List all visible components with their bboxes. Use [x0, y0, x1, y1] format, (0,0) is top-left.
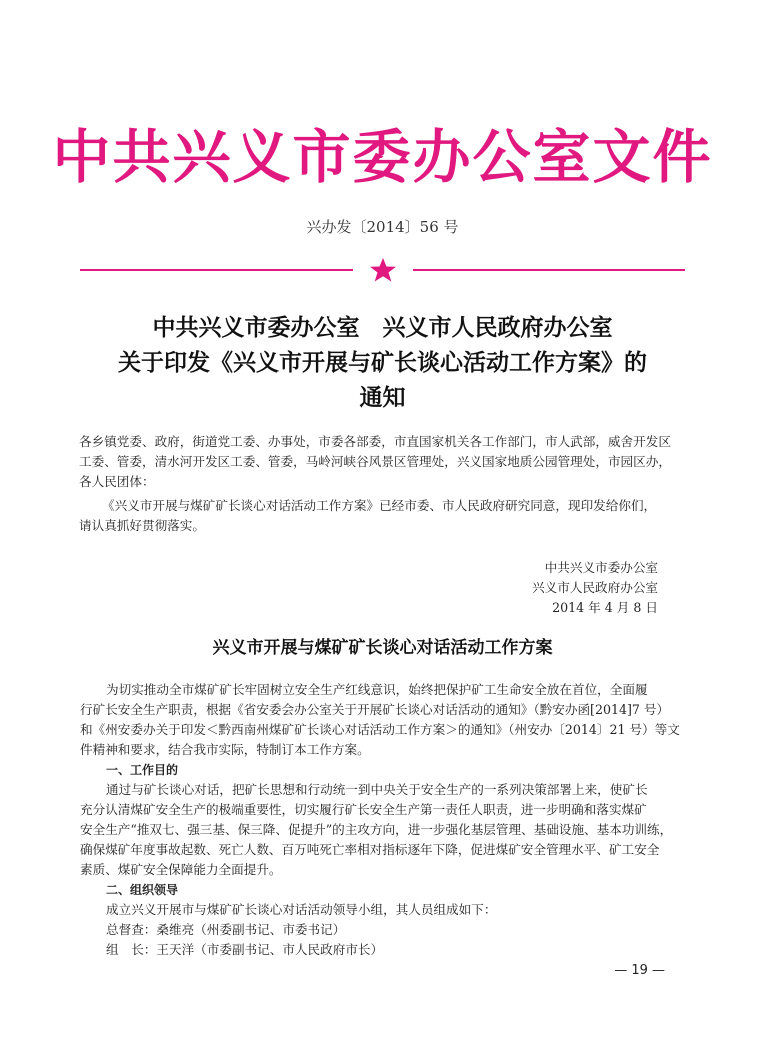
section-line: 通过与矿长谈心对话，把矿长思想和行动统一到中央关于安全生产的一系列决策部署上来，使矿长 — [106, 782, 648, 797]
masthead-title: 中共兴义市委办公室文件 — [52, 123, 713, 191]
section-line: 安全生产“推双七、强三基、保三降、促提升”的主攻方向，进一步强化基层管理、基础设施、基本功训练， — [80, 822, 673, 837]
section-purpose — [80, 760, 676, 880]
section-heading: 二、组织领导 — [106, 883, 179, 897]
star-icon — [368, 258, 398, 282]
notice-body — [79, 496, 684, 536]
recipients-line: 各乡镇党委、政府，街道党工委、办事处，市委各部委，市直国家机关各工作部门，市人武部，威舍开发区 — [79, 434, 671, 449]
intro-line: 件精神和要求，结合我市实际，特制订本工作方案。 — [80, 742, 370, 757]
section-line: 总督查：桑维亮（州委副书记、市委书记） — [106, 922, 346, 937]
recipients-line: 各人民团体： — [79, 474, 155, 489]
intro-line: 为切实推动全市煤矿矿长牢固树立安全生产红线意识，始终把保护矿工生命安全放在首位，全面履 — [106, 682, 648, 697]
signature-date: 2014 年 4 月 8 日 — [552, 600, 658, 615]
red-divider — [80, 258, 685, 282]
signature-org: 中共兴义市委办公室 — [544, 560, 658, 575]
title-line: 通知 — [359, 384, 406, 411]
section-line: 充分认清煤矿安全生产的极端重要性，切实履行矿长安全生产第一责任人职责，进一步明确和落实煤矿 — [80, 802, 647, 817]
section-line: 成立兴义开展市与煤矿矿长谈心对话活动领导小组，其人员组成如下： — [106, 902, 497, 917]
section-line: 确保煤矿年度事故起数、死亡人数、百万吨死亡率相对指标逐年下降，促进煤矿安全管理水平、矿工安全 — [80, 842, 660, 857]
section-heading: 一、工作目的 — [106, 763, 179, 777]
intro-line: 和《州安委办关于印发＜黔西南州煤矿矿长谈心对话活动工作方案＞的通知》（州安办〔2014〕21 号）等文 — [80, 722, 680, 737]
signature-block — [532, 558, 658, 618]
recipients — [79, 432, 688, 492]
recipients-line: 工委、管委，清水河开发区工委、管委，马岭河峡谷风景区管理处，兴义国家地质公园管理处，市园区办， — [79, 454, 671, 469]
divider-line-right — [413, 269, 685, 271]
plan-title: 兴义市开展与煤矿矿长谈心对话活动工作方案 — [212, 638, 553, 658]
plan-intro — [80, 680, 680, 760]
notice-line: 《兴义市开展与煤矿矿长谈心对话活动工作方案》已经市委、市人民政府研究同意，现印发给你们， — [102, 498, 657, 513]
section-line: 组 长：王天洋（市委副书记、市人民政府市长） — [106, 942, 384, 957]
intro-line: 行矿长安全生产职责，根据《省安委会办公室关于开展矿长谈心对话活动的通知》（黔安办函[2014]7 号） — [80, 702, 670, 717]
signature-org: 兴义市人民政府办公室 — [532, 580, 658, 595]
section-line: 素质、煤矿安全保障能力全面提升。 — [80, 862, 282, 877]
title-line: 关于印发《兴义市开展与矿长谈心活动工作方案》的 — [118, 349, 647, 376]
divider-line-left — [80, 269, 353, 271]
notice-title — [60, 310, 705, 415]
page-number: — 19 — — [614, 963, 665, 978]
title-line: 中共兴义市委办公室 兴义市人民政府办公室 — [152, 314, 613, 341]
document-number: 兴办发〔2014〕56 号 — [306, 218, 459, 236]
notice-line: 请认真抓好贯彻落实。 — [79, 518, 205, 533]
section-organization — [80, 880, 676, 960]
